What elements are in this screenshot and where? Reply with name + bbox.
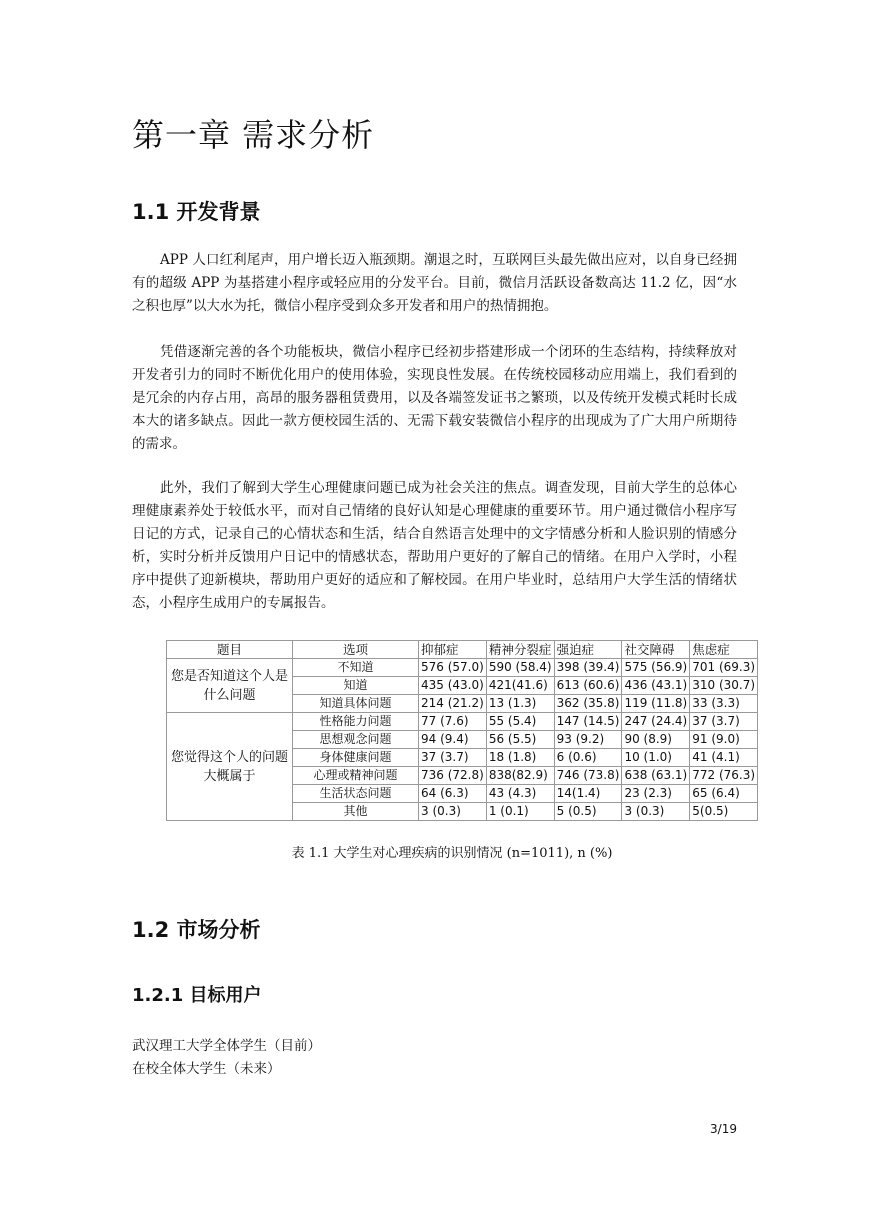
value-cell: 576 (57.0): [419, 659, 487, 677]
value-cell: 638 (63.1): [622, 767, 690, 785]
value-cell: 77 (7.6): [419, 713, 487, 731]
value-cell: 14(1.4): [554, 785, 622, 803]
value-cell: 3 (0.3): [419, 803, 487, 821]
page-number: 3/19: [710, 1122, 737, 1136]
value-cell: 119 (11.8): [622, 695, 690, 713]
table-row: [167, 713, 758, 731]
value-cell: 10 (1.0): [622, 749, 690, 767]
paragraph-3: 此外，我们了解到大学生心理健康问题已成为社会关注的焦点。调查发现，目前大学生的总体心理健康素养处于较低水平，而对自己情绪的良好认知是心理健康的重要环节。用户通过微信小程序写日记的方式，记录自己的心情状态和生活，结合自然语言处理中的文字情感分析和人脸识别的情感分析，实时分析并反馈用户日记中的情感状态，帮助用户更好的了解自己的情绪。在用户入学时，小程序中提供了迎新模块，帮助用户更好的适应和了解校园。在用户毕业时，总结用户大学生活的情绪状态，小程序生成用户的专属报告。: [132, 480, 737, 611]
value-cell: 33 (3.3): [690, 695, 758, 713]
value-cell: 37 (3.7): [690, 713, 758, 731]
value-cell: 147 (14.5): [554, 713, 622, 731]
value-cell: 575 (56.9): [622, 659, 690, 677]
value-cell: 701 (69.3): [690, 659, 758, 677]
table-header-row: [167, 641, 758, 659]
value-cell: 43 (4.3): [486, 785, 554, 803]
target-user-line: 在校全体大学生（未来）: [132, 1061, 281, 1077]
value-cell: 772 (76.3): [690, 767, 758, 785]
value-cell: 1 (0.1): [486, 803, 554, 821]
question-cell: 您是否知道这个人是什么问题: [167, 659, 293, 713]
table-header-cell: 焦虑症: [690, 641, 758, 659]
option-cell: 性格能力问题: [293, 713, 419, 731]
value-cell: 93 (9.2): [554, 731, 622, 749]
value-cell: 362 (35.8): [554, 695, 622, 713]
table-header-cell: 精神分裂症: [486, 641, 554, 659]
value-cell: 64 (6.3): [419, 785, 487, 803]
paragraph-2: 凭借逐渐完善的各个功能板块，微信小程序已经初步搭建形成一个闭环的生态结构，持续释放对开发者引力的同时不断优化用户的使用体验，实现良性发展。在传统校园移动应用端上，我们看到的是冗余的内存占用，高昂的服务器租赁费用，以及各端签发证书之繁琐，以及传统开发模式耗时长成本大的诸多缺点。因此一款方便校园生活的、无需下载安装微信小程序的出现成为了广大用户所期待的需求。: [132, 344, 737, 452]
value-cell: 94 (9.4): [419, 731, 487, 749]
value-cell: 421(41.6): [486, 677, 554, 695]
value-cell: 91 (9.0): [690, 731, 758, 749]
table-header-cell: 强迫症: [554, 641, 622, 659]
option-cell: 知道: [293, 677, 419, 695]
value-cell: 65 (6.4): [690, 785, 758, 803]
paragraph-1: APP 人口红利尾声，用户增长迈入瓶颈期。潮退之时，互联网巨头最先做出应对，以自身已经拥有的超级 APP 为基搭建小程序或轻应用的分发平台。目前，微信月活跃设备数高达 11.2 亿，因“水之积也厚”以大水为托，微信小程序受到众多开发者和用户的热情拥抱。: [132, 252, 737, 314]
value-cell: 41 (4.1): [690, 749, 758, 767]
value-cell: 3 (0.3): [622, 803, 690, 821]
survey-table: [166, 640, 758, 821]
value-cell: 6 (0.6): [554, 749, 622, 767]
value-cell: 56 (5.5): [486, 731, 554, 749]
option-cell: 心理或精神问题: [293, 767, 419, 785]
value-cell: 838(82.9): [486, 767, 554, 785]
value-cell: 398 (39.4): [554, 659, 622, 677]
question-cell: 您觉得这个人的问题大概属于: [167, 713, 293, 821]
option-cell: 其他: [293, 803, 419, 821]
table-row: [167, 659, 758, 677]
chapter-title: 第一章 需求分析: [132, 116, 375, 154]
value-cell: 5 (0.5): [554, 803, 622, 821]
section-heading-1-2: 1.2 市场分析: [132, 918, 261, 942]
table-header-cell: 抑郁症: [419, 641, 487, 659]
value-cell: 435 (43.0): [419, 677, 487, 695]
value-cell: 5(0.5): [690, 803, 758, 821]
option-cell: 知道具体问题: [293, 695, 419, 713]
value-cell: 247 (24.4): [622, 713, 690, 731]
subsection-heading-1-2-1: 1.2.1 目标用户: [132, 985, 262, 1006]
table-caption: 表 1.1 大学生对心理疾病的识别情况 (n=1011), n (%): [291, 846, 613, 861]
value-cell: 436 (43.1): [622, 677, 690, 695]
value-cell: 13 (1.3): [486, 695, 554, 713]
option-cell: 思想观念问题: [293, 731, 419, 749]
value-cell: 613 (60.6): [554, 677, 622, 695]
value-cell: 214 (21.2): [419, 695, 487, 713]
value-cell: 90 (8.9): [622, 731, 690, 749]
value-cell: 590 (58.4): [486, 659, 554, 677]
value-cell: 23 (2.3): [622, 785, 690, 803]
value-cell: 310 (30.7): [690, 677, 758, 695]
section-heading-1-1: 1.1 开发背景: [132, 200, 261, 224]
option-cell: 生活状态问题: [293, 785, 419, 803]
option-cell: 身体健康问题: [293, 749, 419, 767]
value-cell: 18 (1.8): [486, 749, 554, 767]
value-cell: 746 (73.8): [554, 767, 622, 785]
table-header-cell: 选项: [293, 641, 419, 659]
table-header-cell: 题目: [167, 641, 293, 659]
option-cell: 不知道: [293, 659, 419, 677]
target-user-line: 武汉理工大学全体学生（目前）: [132, 1038, 321, 1054]
table-header-cell: 社交障碍: [622, 641, 690, 659]
value-cell: 37 (3.7): [419, 749, 487, 767]
value-cell: 736 (72.8): [419, 767, 487, 785]
value-cell: 55 (5.4): [486, 713, 554, 731]
